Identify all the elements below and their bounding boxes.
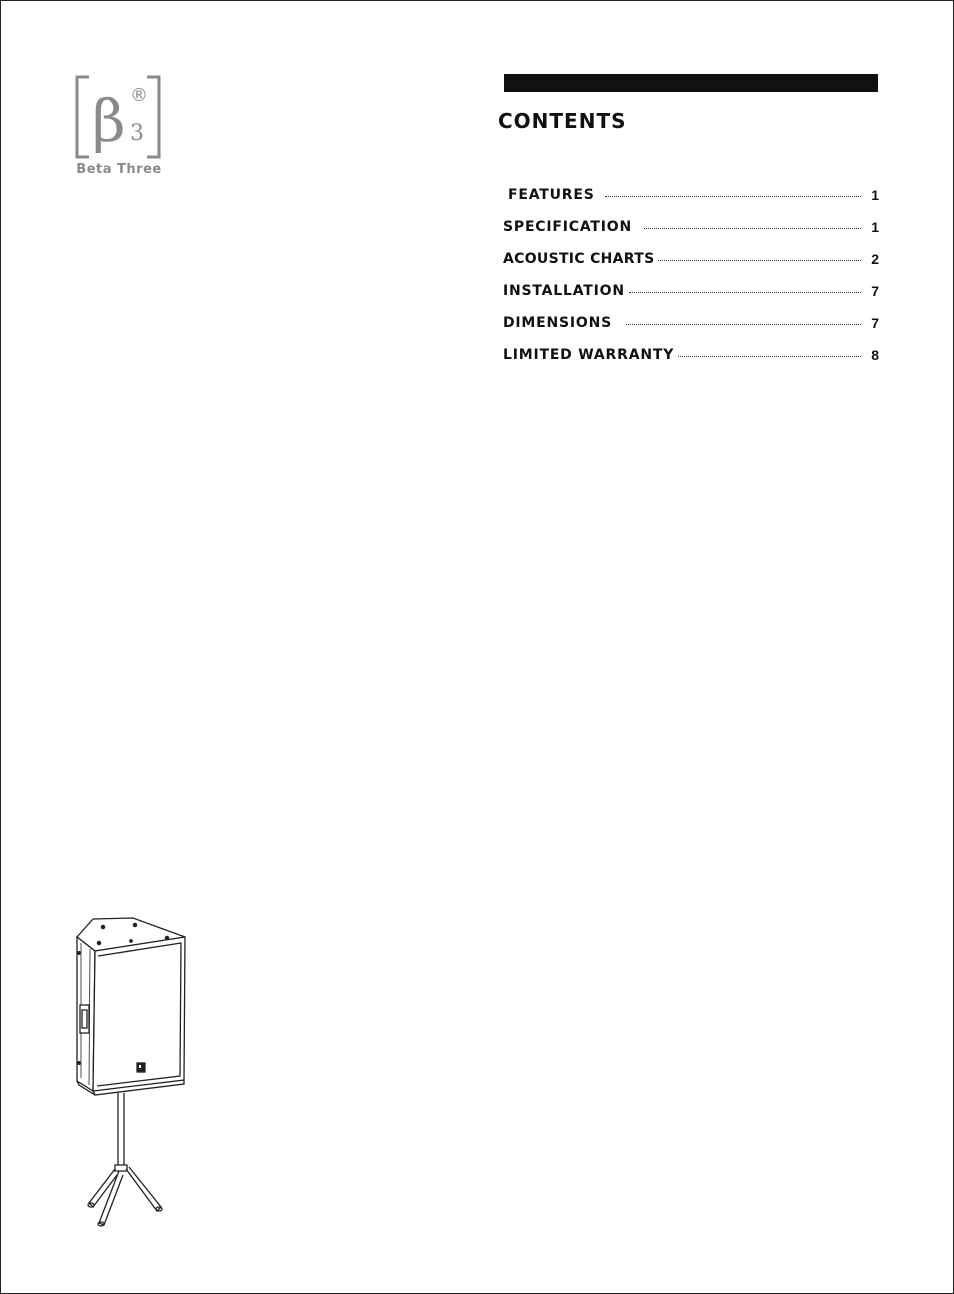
brand-logo <box>75 75 163 181</box>
toc-leader-dots <box>658 260 861 261</box>
toc-item-label: ACOUSTIC CHARTS <box>503 251 655 267</box>
toc-leader-dots <box>629 292 861 293</box>
toc-item-page: 2 <box>871 251 879 267</box>
toc-item-features[interactable] <box>503 181 879 203</box>
logo-beta-symbol: β <box>92 87 126 155</box>
toc-item-label: LIMITED WARRANTY <box>503 347 675 363</box>
toc-item-label: SPECIFICATION <box>503 219 632 235</box>
contents-title: CONTENTS <box>498 109 627 133</box>
toc-item-specification[interactable] <box>503 213 879 235</box>
logo-brand-name: Beta Three <box>76 162 162 177</box>
toc-leader-dots <box>678 356 861 357</box>
beta-three-logo-icon <box>75 75 163 161</box>
toc-item-page: 8 <box>871 347 879 363</box>
toc-item-page: 7 <box>871 315 879 331</box>
toc-item-page: 1 <box>871 187 879 203</box>
speaker-on-stand-icon <box>71 913 196 1233</box>
toc-item-label: INSTALLATION <box>503 283 625 299</box>
toc-item-page: 1 <box>871 219 879 235</box>
logo-subscript: 3 <box>130 121 144 146</box>
toc-item-acoustic-charts[interactable] <box>503 245 879 267</box>
toc-leader-dots <box>605 196 861 197</box>
toc-leader-dots <box>626 324 861 325</box>
toc-item-limited-warranty[interactable] <box>503 341 879 363</box>
logo-registered-mark: ® <box>130 85 148 106</box>
toc-item-page: 7 <box>871 283 879 299</box>
toc-item-dimensions[interactable] <box>503 309 879 331</box>
toc-item-label: DIMENSIONS <box>503 315 613 331</box>
toc-item-label: FEATURES <box>508 187 595 203</box>
speaker-illustration <box>71 913 196 1233</box>
header-bar <box>504 74 878 92</box>
toc-item-installation[interactable] <box>503 277 879 299</box>
toc-leader-dots <box>644 228 861 229</box>
